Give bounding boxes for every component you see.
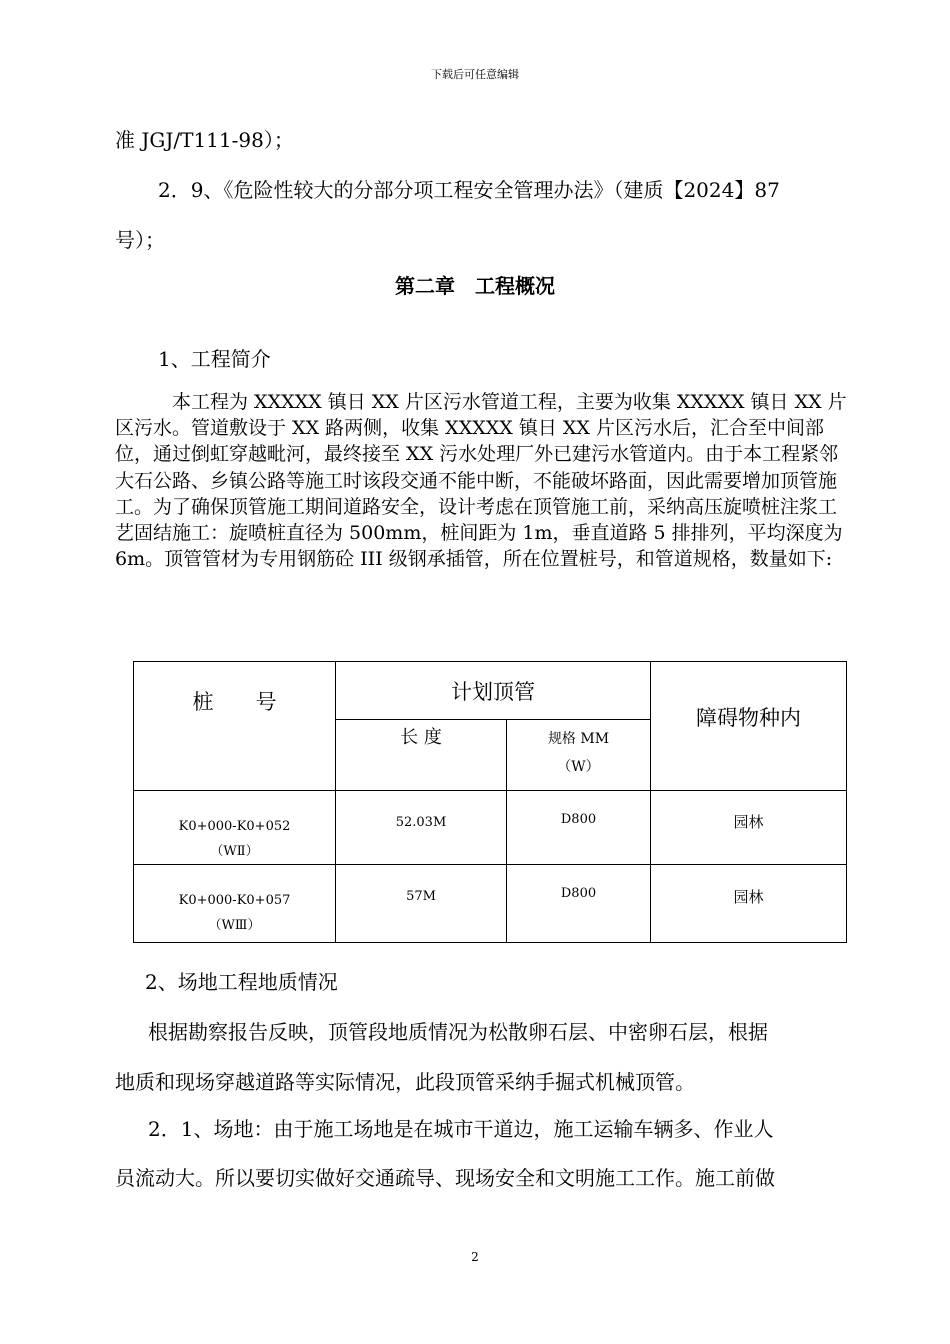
header-spec-label: 规格 MM — [547, 731, 610, 747]
cell-spec: D800 — [507, 791, 651, 865]
header-spec-sub: （W） — [557, 759, 600, 775]
page-number: 2 — [471, 1250, 479, 1264]
text-line: 2．1、场地：由于施工场地是在城市干道边，施工运输车辆多、作业人 — [148, 1117, 774, 1141]
section-heading: 2、场地工程地质情况 — [145, 970, 338, 994]
station-sub: （WⅡ） — [210, 844, 259, 859]
cell-length: 52.03M — [336, 791, 507, 865]
text-line: 员流动大。所以要切实做好交通疏导、现场安全和文明施工工作。施工前做 — [115, 1166, 775, 1190]
header-station: 桩 号 — [134, 662, 336, 791]
header-plan: 计划顶管 — [336, 662, 651, 720]
header-obstacle: 障碍物种内 — [651, 662, 847, 791]
table-row — [134, 791, 847, 865]
text-line: 号）； — [115, 228, 165, 252]
section-heading: 1、工程简介 — [158, 347, 271, 371]
cell-station — [134, 865, 336, 943]
station-code: K0+000-K0+057 — [178, 893, 291, 908]
chapter-title: 第二章 工程概况 — [395, 274, 555, 298]
cell-length: 57M — [336, 865, 507, 943]
pipe-jacking-table — [133, 661, 847, 943]
text-line: 2．9、《危险性较大的分部分项工程安全管理办法》（建质【2024】87 — [158, 178, 780, 202]
cell-obstacle: 园林 — [651, 865, 847, 943]
cell-obstacle: 园林 — [651, 791, 847, 865]
header-spec — [507, 720, 651, 791]
header-note: 下载后可任意编辑 — [431, 68, 519, 81]
cell-station — [134, 791, 336, 865]
text-line: 准 JGJ/T111-98）； — [115, 128, 294, 152]
station-code: K0+000-K0+052 — [178, 819, 291, 834]
cell-spec: D800 — [507, 865, 651, 943]
text-line: 根据勘察报告反映，顶管段地质情况为松散卵石层、中密卵石层，根据 — [148, 1020, 768, 1044]
station-sub: （WⅢ） — [208, 918, 261, 933]
header-length: 长 度 — [336, 720, 507, 791]
project-description: 本工程为 XXXXX 镇日 XX 片区污水管道工程，主要为收集 XXXXX 镇日 XX 片区污水。管道敷设于 XX 路两侧，收集 XXXXX 镇日 XX 片区污水后，汇合至中间部位，通过倒虹穿越毗河，最终接至 XX 污水处理厂外已建污水管道内。由于本工程紧邻大石公路、乡镇公路等施工时该段交通不能中断，不能破坏路面，因此需要增加顶管施工。为了确保顶管施工期间道路安全，设计考虑在顶管施工前，采纳高压旋喷桩注浆工艺固结施工：旋喷桩直径为 500mm，桩间距为 1m，垂直道路 5 排排列，平均深度为 6m。顶管管材为专用钢筋砼 III 级钢承插管，所在位置桩号，和管道规格，数量如下: — [115, 391, 847, 571]
table-row — [134, 865, 847, 943]
text-line: 地质和现场穿越道路等实际情况，此段顶管采纳手掘式机械顶管。 — [115, 1070, 695, 1094]
